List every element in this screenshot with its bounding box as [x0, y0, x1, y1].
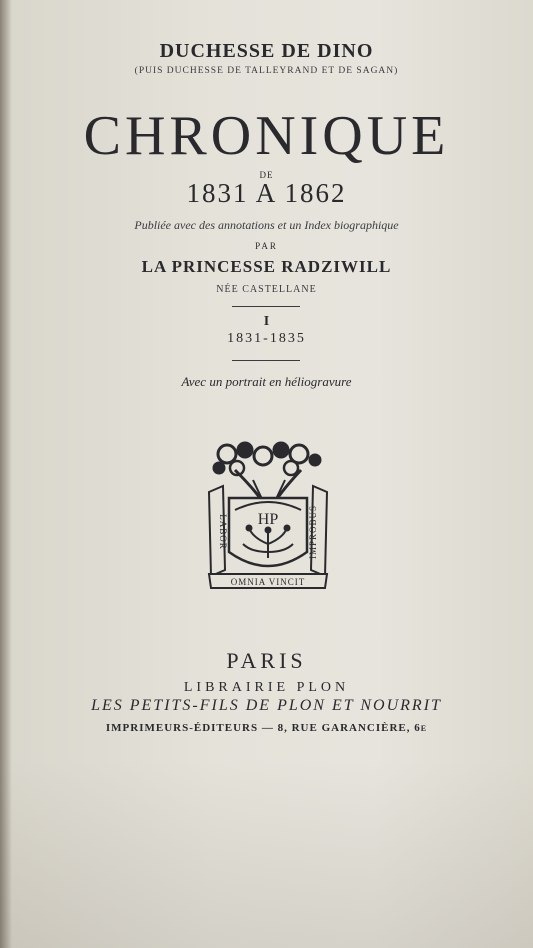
emblem-motto-bottom: OMNIA VINCIT	[230, 577, 306, 587]
volume-years: 1831-1835	[227, 331, 306, 346]
imprint-city: PARIS	[226, 648, 307, 673]
volume-number: I	[263, 314, 270, 329]
divider-bottom	[232, 360, 300, 361]
editor-name: LA PRINCESSE RADZIWILL	[141, 257, 392, 276]
emblem-motto-left: LABOR	[218, 514, 228, 550]
author-later-title: (PUIS DUCHESSE DE TALLEYRAND ET DE SAGAN)	[134, 66, 399, 76]
author-name: DUCHESSE DE DINO	[159, 40, 374, 62]
emblem-motto-right: IMPROBUS	[308, 504, 318, 560]
editor-maiden-name: NÉE CASTELLANE	[216, 284, 317, 295]
page-shadow	[0, 760, 533, 948]
par-label: PAR	[255, 241, 278, 251]
divider-top	[232, 306, 300, 307]
portrait-note: Avec un portrait en héliogravure	[181, 374, 352, 389]
imprint-publisher: LIBRAIRIE PLON	[183, 680, 350, 695]
title-years: 1831 A 1862	[186, 178, 347, 208]
publication-note: Publiée avec des annotations et un Index biographique	[134, 218, 399, 232]
imprint-address: IMPRIMEURS-ÉDITEURS — 8, RUE GARANCIÈRE, 6e	[105, 722, 428, 734]
imprint-publisher-successors: LES PETITS-FILS DE PLON ET NOURRIT	[91, 697, 442, 714]
title-de: DE	[259, 170, 274, 180]
publisher-emblem	[205, 440, 331, 594]
book-title: CHRONIQUE	[83, 105, 450, 167]
emblem-monogram: HP	[257, 511, 279, 528]
